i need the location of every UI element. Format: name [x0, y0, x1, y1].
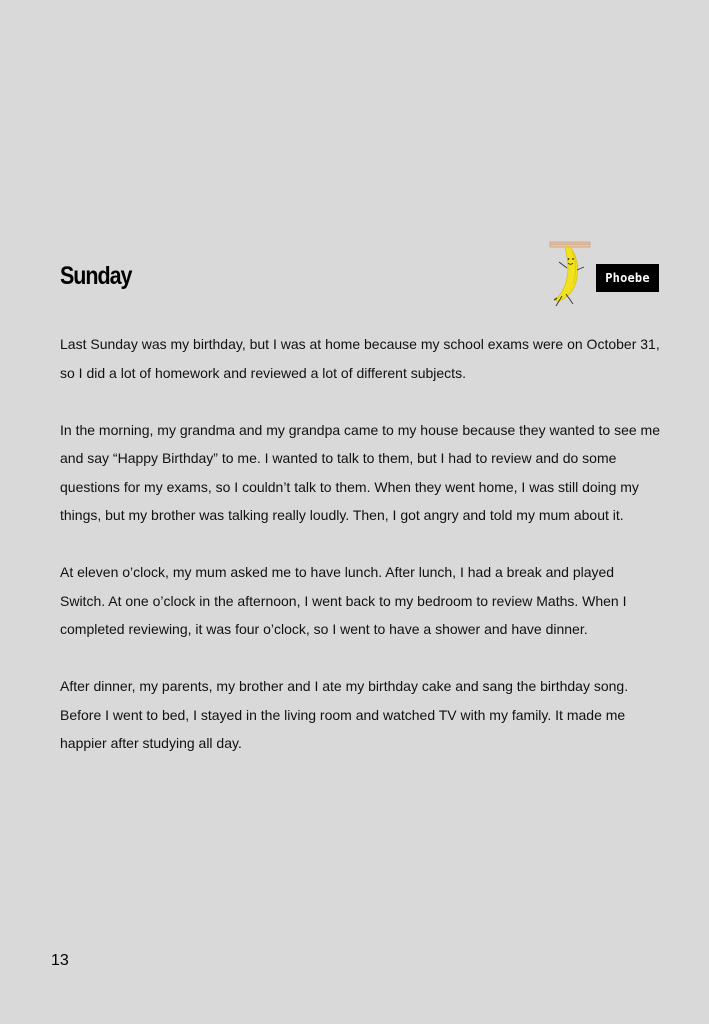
paragraph: After dinner, my parents, my brother and I ate my birthday cake and sang the birthday song. Before I went to bed, I stayed in the living room and watched TV with my family. It made me happier after studying all day. — [60, 678, 629, 751]
page-number: 13 — [51, 952, 69, 969]
paragraph: Last Sunday was my birthday, but I was at home because my school exams were on October 31, so I did a lot of homework and reviewed a lot of different subjects. — [60, 336, 660, 381]
paragraph: At eleven o’clock, my mum asked me to have lunch. After lunch, I had a break and played Switch. At one o’clock in the afternoon, I went back to my bedroom to review Maths. When I completed reviewing, it was four o’clock, so I went to have a shower and have dinner. — [60, 564, 627, 637]
author-name-tag: Phoebe — [596, 264, 659, 292]
article-title: Sunday — [60, 262, 132, 290]
article-body — [60, 330, 660, 786]
banana-character-icon — [546, 240, 592, 308]
paragraph: In the morning, my grandma and my grandpa came to my house because they wanted to see me and say “Happy Birthday” to me. I wanted to talk to them, but I had to review and do some questions for my exams, so I couldn’t talk to them. When they went home, I was still doing my things, but my brother was talking really loudly. Then, I got angry and told my mum about it. — [60, 421, 660, 523]
